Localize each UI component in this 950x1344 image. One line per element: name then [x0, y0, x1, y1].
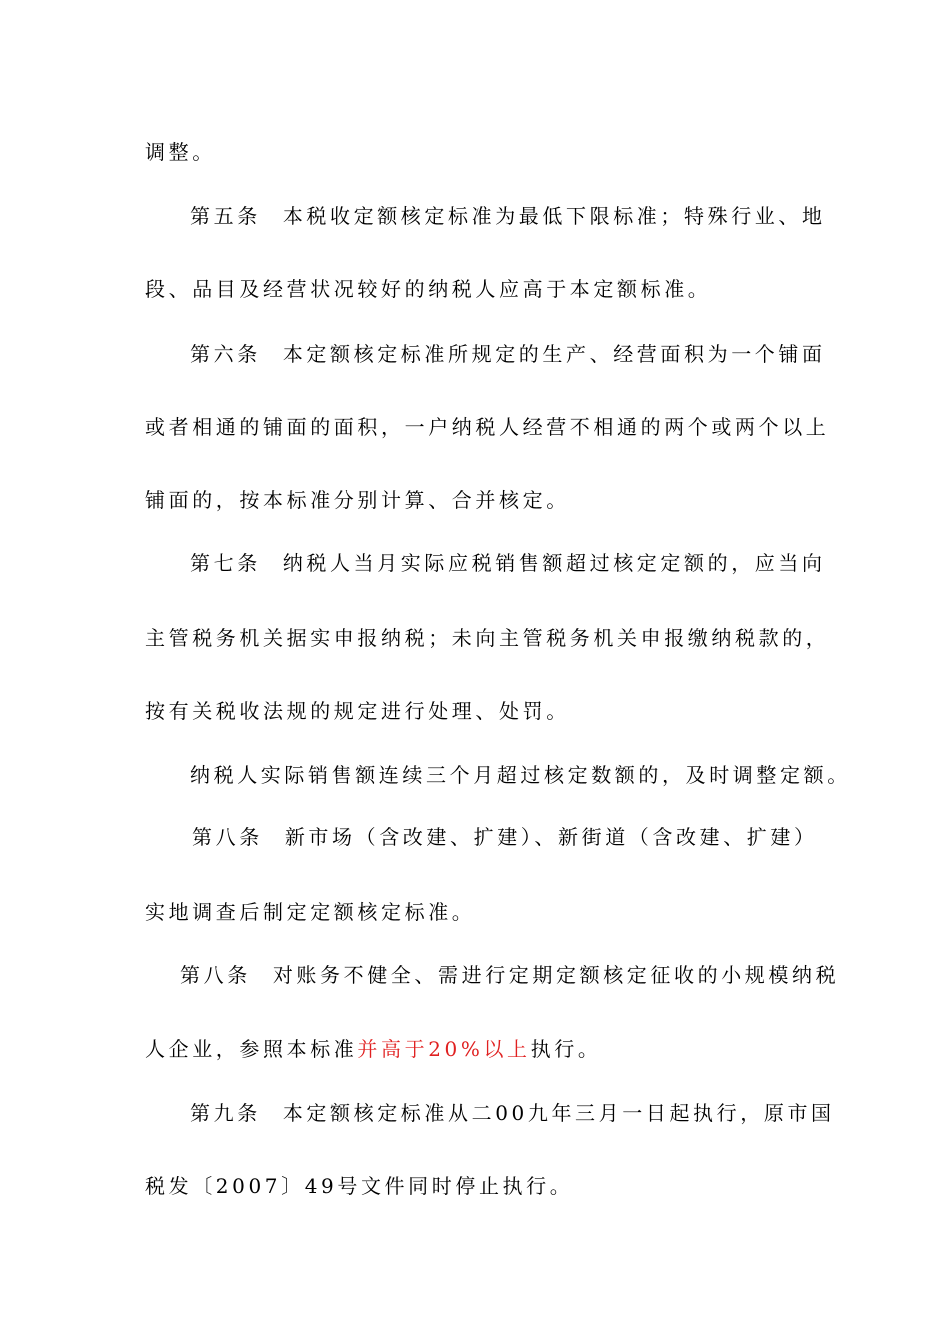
line-text: 执行。 — [530, 1037, 602, 1061]
line-text: 按有关税收法规的规定进行处理、处罚。 — [145, 699, 570, 723]
article-label: 第八条 — [192, 825, 263, 849]
paragraph-line — [145, 486, 810, 514]
article-label: 第七条 — [190, 551, 261, 575]
line-text: 段、品目及经营状况较好的纳税人应高于本定额标准。 — [145, 277, 712, 301]
line-text: 对账务不健全、需进行定期定额核定征收的小规模纳税 — [272, 963, 840, 987]
line-text: 本定额核定标准从二00九年三月一日起执行，原市国 — [282, 1101, 835, 1125]
line-text: 纳税人当月实际应税销售额超过核定定额的，应当向 — [282, 551, 826, 575]
paragraph-line — [145, 413, 830, 441]
paragraph-line — [145, 275, 810, 303]
highlighted-text: 并高于20%以上 — [357, 1037, 531, 1061]
line-text: 主管税务机关据实申报纳税；未向主管税务机关申报缴纳税款的， — [145, 626, 830, 650]
line-text: 人企业，参照本标准 — [145, 1037, 358, 1061]
line-text: 纳税人实际销售额连续三个月超过核定数额的，及时调整定额。 — [190, 763, 851, 787]
article-label: 第八条 — [180, 963, 251, 987]
line-text: 或者相通的铺面的面积，一户纳税人经营不相通的两个或两个以上 — [145, 415, 830, 439]
article-8-line — [192, 823, 857, 851]
article-9-line — [190, 1099, 855, 1127]
line-text: 实地调查后制定定额核定标准。 — [145, 900, 476, 924]
article-label: 第六条 — [190, 342, 261, 366]
article-8b-line — [180, 961, 845, 989]
paragraph-line — [145, 624, 830, 652]
paragraph-line — [145, 1172, 810, 1200]
article-label: 第九条 — [190, 1101, 261, 1125]
line-text: 本定额核定标准所规定的生产、经营面积为一个铺面 — [282, 342, 826, 366]
line-text: 新市场（含改建、扩建）、新街道（含改建、扩建） — [284, 825, 818, 849]
paragraph-line — [145, 138, 810, 166]
paragraph-line — [145, 697, 810, 725]
article-7-line — [190, 549, 855, 577]
article-label: 第五条 — [190, 204, 261, 228]
paragraph-line — [145, 1035, 810, 1063]
line-text: 本税收定额核定标准为最低下限标准；特殊行业、地 — [282, 204, 826, 228]
paragraph-line — [145, 898, 810, 926]
article-6-line — [190, 340, 855, 368]
article-5-line — [190, 202, 855, 230]
line-text: 调整。 — [145, 140, 216, 164]
paragraph-line — [190, 761, 855, 789]
line-text: 铺面的，按本标准分别计算、合并核定。 — [145, 488, 570, 512]
line-text: 税发〔2007〕49号文件同时停止执行。 — [145, 1174, 574, 1198]
